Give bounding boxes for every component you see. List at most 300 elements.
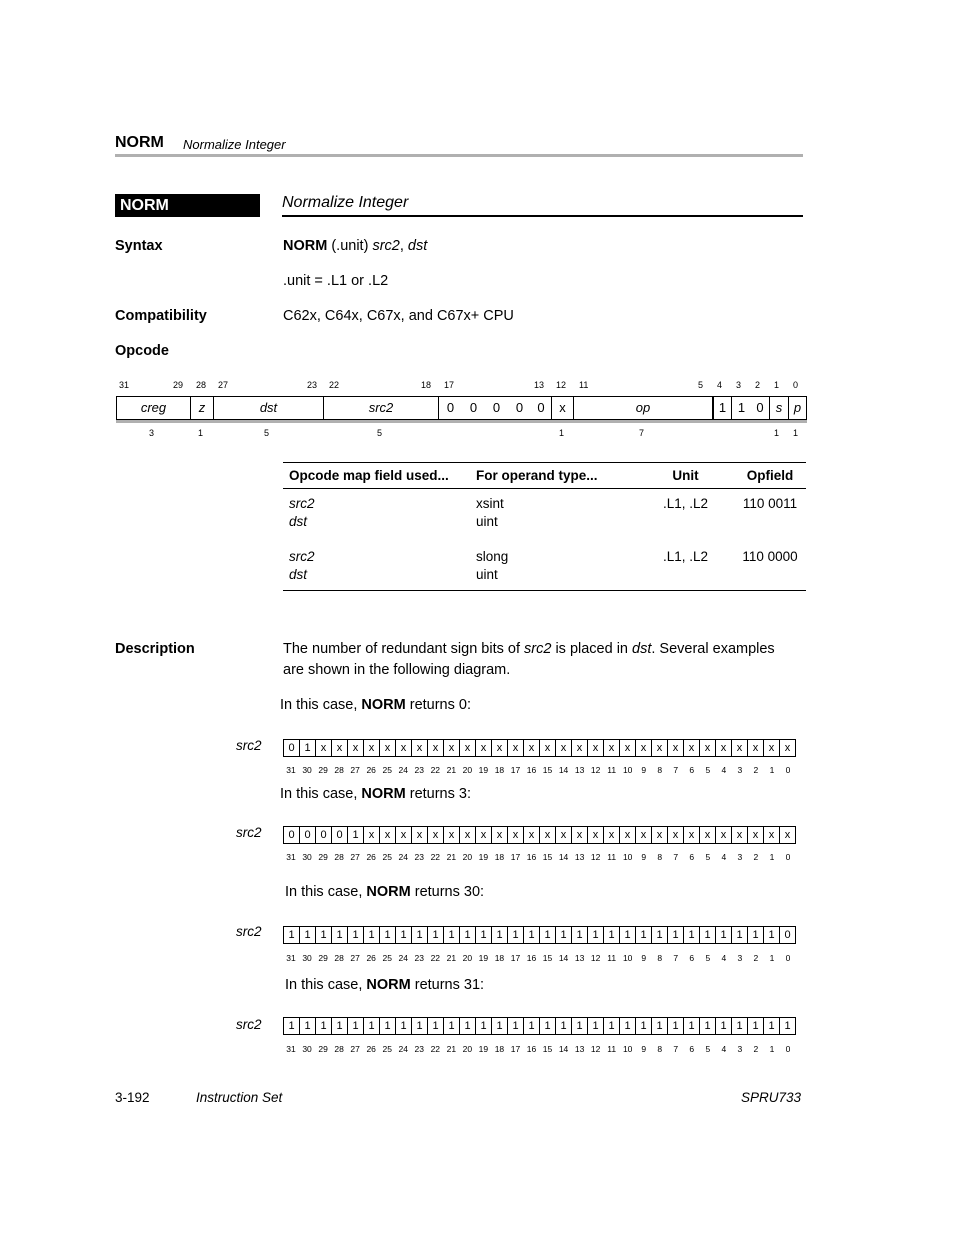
bit-cell: 1: [668, 927, 684, 943]
bitpos: 12: [556, 380, 567, 390]
bit-index: 23: [414, 852, 424, 862]
bit-cell: 0: [784, 929, 791, 941]
bit-cell: 1: [428, 1018, 444, 1034]
example-caption: [285, 977, 484, 993]
section-heading: Normalize Integer: [282, 194, 409, 211]
opcode-label: Opcode: [115, 343, 169, 359]
register-label: src2: [236, 1017, 262, 1032]
bitpos: 1: [774, 380, 780, 390]
bit-cell: 1: [492, 927, 508, 943]
field-width: 1: [198, 428, 204, 438]
footer-title: Instruction Set: [196, 1090, 283, 1105]
bit-index: 29: [318, 765, 328, 775]
bitpos: 27: [218, 380, 229, 390]
bit-cell: x: [524, 827, 540, 843]
bitpos: 29: [173, 380, 184, 390]
bit-index: 16: [526, 953, 537, 963]
bit-index: 24: [398, 1044, 408, 1054]
bit-index: 25: [382, 1044, 392, 1054]
bit-index: 3: [737, 765, 743, 775]
bit-index: 30: [302, 953, 312, 963]
bit-index: 17: [510, 1044, 521, 1054]
bit-index: 6: [689, 852, 695, 862]
bit-index: 7: [673, 953, 679, 963]
desc-text: The number of redundant sign bits of: [283, 641, 525, 657]
bit-index: 21: [446, 1044, 457, 1054]
bit-index: 28: [334, 1044, 344, 1054]
bit-index: 13: [574, 953, 585, 963]
running-header-subtitle: Normalize Integer: [183, 137, 286, 152]
desc-text: are shown in the following diagram.: [283, 662, 511, 678]
bit-cell: x: [396, 827, 412, 843]
syntax-line: [283, 236, 427, 257]
bit-cell: 1: [460, 927, 476, 943]
bitpos: 11: [579, 380, 589, 390]
section-heading-rule: [282, 215, 803, 217]
table-cell: [283, 489, 470, 537]
bitpos: 23: [307, 380, 318, 390]
bit-cell: 1: [684, 1018, 700, 1034]
opcode-field-diagram: [116, 396, 807, 420]
field-bit: 0: [469, 400, 478, 415]
bit-index: 23: [414, 765, 424, 775]
caption-text: returns 31:: [410, 977, 485, 993]
bitpos: 4: [717, 380, 723, 390]
bit-cell: x: [556, 740, 572, 756]
bit-cell: x: [700, 740, 716, 756]
bit-index-row: [283, 852, 796, 862]
caption-keyword: NORM: [361, 786, 406, 802]
example-caption: [280, 697, 471, 713]
bit-cell: 1: [492, 1018, 508, 1034]
bit-index: 4: [721, 852, 727, 862]
bit-cell: 1: [636, 1018, 652, 1034]
caption-keyword: NORM: [366, 884, 411, 900]
bit-cell: x: [652, 827, 668, 843]
bit-index: 12: [590, 1044, 601, 1054]
bit-index: 31: [286, 765, 296, 775]
bit-index: 6: [689, 1044, 695, 1054]
field-width: 7: [639, 428, 645, 438]
register-label: src2: [236, 825, 262, 840]
bit-cell: x: [316, 740, 332, 756]
bit-index: 28: [334, 953, 344, 963]
bit-cell: 1: [364, 927, 380, 943]
bit-cell: 0: [300, 827, 316, 843]
bit-index: 5: [705, 852, 711, 862]
bit-cell: x: [332, 740, 348, 756]
bit-cell: x: [540, 827, 556, 843]
table-header-row: [283, 463, 806, 489]
bit-cell: 0: [284, 740, 300, 756]
bit-cell: 0: [332, 827, 348, 843]
syntax-label: Syntax: [115, 238, 163, 254]
table-cell: 110 0011: [742, 496, 798, 511]
bit-cell: x: [508, 740, 524, 756]
field-width: 1: [559, 428, 565, 438]
bit-index: 5: [705, 953, 711, 963]
bit-index: 19: [478, 953, 489, 963]
bit-cell: 1: [284, 1018, 300, 1034]
opcode-underline: [116, 420, 807, 423]
bit-index: 2: [753, 852, 759, 862]
syntax-separator: ,: [399, 238, 408, 254]
bit-index: 27: [350, 953, 360, 963]
bit-cell: x: [684, 740, 700, 756]
unit-line: .unit = .L1 or .L2: [283, 273, 389, 289]
bit-index: 27: [350, 765, 360, 775]
bit-index: 0: [785, 953, 791, 963]
bit-cell: 1: [556, 1018, 572, 1034]
field-z: z: [191, 397, 214, 419]
cell-field: src2: [289, 549, 315, 564]
bit-cell: x: [764, 827, 780, 843]
bit-index: 1: [769, 765, 775, 775]
bit-diagram: [283, 1017, 796, 1035]
bit-index: 15: [542, 852, 553, 862]
bit-cell: x: [784, 829, 791, 841]
bit-index: 22: [430, 1044, 441, 1054]
example-caption: [280, 786, 471, 802]
bit-index: 21: [446, 852, 457, 862]
bit-cell: 1: [316, 927, 332, 943]
bit-cell: x: [492, 740, 508, 756]
bit-cell: 1: [620, 1018, 636, 1034]
bit-cell: x: [716, 740, 732, 756]
bit-cell: x: [524, 740, 540, 756]
desc-text: . Several examples: [651, 641, 775, 657]
opcode-bit-positions: [0, 380, 954, 394]
bit-index-row: [283, 765, 796, 775]
bit-cell: x: [716, 827, 732, 843]
bit-index: 8: [657, 1044, 663, 1054]
bit-cell: x: [784, 742, 791, 754]
bit-index: 13: [574, 765, 585, 775]
bit-cell: x: [604, 740, 620, 756]
bit-cell: x: [364, 740, 380, 756]
bit-cell: 1: [716, 927, 732, 943]
cell-type: xsint: [476, 496, 504, 511]
bit-index: 4: [721, 1044, 727, 1054]
bit-index: 24: [398, 765, 408, 775]
bit-cell: x: [764, 740, 780, 756]
bit-index: 10: [622, 765, 633, 775]
bit-index: 17: [510, 765, 521, 775]
bit-index: 2: [753, 765, 759, 775]
bit-index: 11: [607, 765, 617, 775]
bit-index: 7: [673, 1044, 679, 1054]
bit-index: 12: [590, 765, 601, 775]
bit-index: 10: [622, 953, 633, 963]
bit-cell: x: [572, 827, 588, 843]
bit-cell: 1: [348, 827, 364, 843]
bit-index: 10: [622, 852, 633, 862]
table-row: [283, 489, 806, 537]
bit-cell: 1: [784, 1020, 791, 1032]
field-bit: 0: [446, 400, 455, 415]
bit-cell: 1: [332, 927, 348, 943]
bit-cell: 1: [348, 1018, 364, 1034]
bit-cell: x: [412, 827, 428, 843]
bit-cell: 1: [588, 1018, 604, 1034]
bit-index: 12: [590, 953, 601, 963]
bit-cell: x: [748, 827, 764, 843]
bit-index: 5: [705, 1044, 711, 1054]
bit-index: 29: [318, 852, 328, 862]
bit-index-row: [283, 953, 796, 963]
bit-index: 17: [510, 953, 521, 963]
bit-cell: 1: [540, 927, 556, 943]
bit-cell: 1: [396, 1018, 412, 1034]
bit-index: 16: [526, 765, 537, 775]
bit-index: 5: [705, 765, 711, 775]
bit-index: 14: [558, 852, 569, 862]
bit-index: 4: [721, 953, 727, 963]
table-header: Opcode map field used...: [283, 463, 470, 489]
bit-index: 31: [286, 953, 296, 963]
bitpos: 5: [698, 380, 704, 390]
bit-index: 22: [430, 852, 441, 862]
bit-index: 2: [753, 1044, 759, 1054]
bit-index: 17: [510, 852, 521, 862]
bit-index: 8: [657, 765, 663, 775]
bit-index: 20: [462, 852, 473, 862]
bit-cell: x: [572, 740, 588, 756]
bit-cell: x: [428, 827, 444, 843]
syntax-operand-src2: src2: [372, 238, 400, 254]
bit-cell: 1: [444, 1018, 460, 1034]
bit-index: 13: [574, 852, 585, 862]
bit-cell: x: [396, 740, 412, 756]
desc-dst: dst: [632, 641, 652, 657]
bit-cell: x: [636, 827, 652, 843]
bit-index: 11: [607, 852, 617, 862]
bit-index: 8: [657, 852, 663, 862]
bit-cell: 1: [748, 927, 764, 943]
bit-cell: x: [444, 827, 460, 843]
bit-cell: 1: [604, 927, 620, 943]
bit-cell: x: [556, 827, 572, 843]
caption-text: returns 3:: [405, 786, 471, 802]
field-dst: dst: [214, 397, 324, 419]
bit-cell: 0: [284, 827, 300, 843]
field-width: 3: [149, 428, 155, 438]
bit-cell: 1: [428, 927, 444, 943]
compatibility-label: Compatibility: [115, 308, 207, 324]
field-p: p: [793, 400, 802, 415]
bit-cell: x: [492, 827, 508, 843]
bit-cell: x: [364, 827, 380, 843]
opcode-field-widths: [0, 428, 954, 442]
bit-cell: x: [380, 740, 396, 756]
bit-cell: 1: [732, 1018, 748, 1034]
bit-cell: x: [428, 740, 444, 756]
bit-index: 30: [302, 1044, 312, 1054]
bit-cell: 1: [300, 740, 316, 756]
caption-text: In this case,: [285, 884, 367, 900]
compatibility-value: C62x, C64x, C67x, and C67x+ CPU: [283, 308, 514, 324]
bitpos: 0: [793, 380, 799, 390]
bit-index: 14: [558, 765, 569, 775]
bit-cell: 1: [316, 1018, 332, 1034]
bit-index: 18: [494, 953, 505, 963]
bit-index: 21: [446, 765, 457, 775]
bit-cell: 1: [652, 1018, 668, 1034]
bit-cell: x: [748, 740, 764, 756]
bit-cell: 1: [284, 927, 300, 943]
example-caption: [285, 884, 484, 900]
bit-cell: 1: [412, 927, 428, 943]
bit-cell: 1: [364, 1018, 380, 1034]
bit-index: 3: [737, 852, 743, 862]
bit-index: 16: [526, 852, 537, 862]
field-bit: 0: [751, 397, 770, 419]
bit-index: 31: [286, 1044, 296, 1054]
bit-cell: 1: [300, 1018, 316, 1034]
table-header: For operand type...: [470, 463, 637, 489]
bit-cell: x: [460, 827, 476, 843]
desc-text: is placed in: [551, 641, 633, 657]
field-bit: 0: [515, 400, 524, 415]
bit-index: 15: [542, 1044, 553, 1054]
bit-index: 7: [673, 765, 679, 775]
bit-cell: x: [620, 740, 636, 756]
bit-cell: x: [668, 740, 684, 756]
bit-index: 1: [769, 852, 775, 862]
bit-cell: 1: [572, 1018, 588, 1034]
bit-index: 9: [641, 765, 647, 775]
bit-index: 22: [430, 953, 441, 963]
cell-type: uint: [476, 567, 498, 582]
bit-index: 0: [785, 852, 791, 862]
table-cell: [470, 536, 637, 591]
register-label: src2: [236, 738, 262, 753]
field-width: 5: [264, 428, 270, 438]
bit-index: 2: [753, 953, 759, 963]
bit-cell: 1: [572, 927, 588, 943]
bit-cell: 0: [316, 827, 332, 843]
bit-index: 3: [737, 1044, 743, 1054]
table-cell: .L1, .L2: [662, 496, 709, 511]
bit-index: 20: [462, 1044, 473, 1054]
bit-cell: 1: [716, 1018, 732, 1034]
bit-index: 26: [366, 953, 376, 963]
cell-field: dst: [289, 514, 308, 529]
bit-index: 9: [641, 953, 647, 963]
field-width: 1: [793, 428, 799, 438]
bit-cell: 1: [508, 1018, 524, 1034]
bit-cell: 1: [764, 1018, 780, 1034]
bit-cell: 1: [476, 1018, 492, 1034]
bit-cell: x: [636, 740, 652, 756]
table-cell: .L1, .L2: [637, 536, 734, 591]
field-bit: 0: [531, 397, 552, 419]
bit-cell: 1: [588, 927, 604, 943]
running-header-title: NORM: [115, 134, 164, 151]
bit-cell: 1: [684, 927, 700, 943]
bitpos: 22: [329, 380, 340, 390]
caption-text: returns 30:: [410, 884, 485, 900]
header-rule: [115, 154, 803, 157]
description-text: [283, 639, 813, 681]
bit-cell: x: [732, 827, 748, 843]
table-cell: 110 0000: [734, 536, 806, 591]
bit-index: 18: [494, 765, 505, 775]
opcode-map-table: [283, 462, 806, 591]
bit-index: 6: [689, 765, 695, 775]
syntax-unit: (.unit): [327, 238, 373, 254]
bitpos: 13: [534, 380, 545, 390]
bit-index: 25: [382, 953, 392, 963]
bit-cell: 1: [476, 927, 492, 943]
bit-cell: 1: [556, 927, 572, 943]
bit-index: 13: [574, 1044, 585, 1054]
bit-index: 11: [607, 1044, 617, 1054]
bit-cell: 1: [652, 927, 668, 943]
field-x: x: [552, 397, 574, 419]
bit-index: 0: [785, 765, 791, 775]
field-bit: 0: [492, 400, 501, 415]
bit-cell: x: [588, 827, 604, 843]
table-row: [283, 536, 806, 591]
cell-field: dst: [289, 567, 308, 582]
register-label: src2: [236, 924, 262, 939]
bit-index: 3: [737, 953, 743, 963]
caption-text: returns 0:: [405, 697, 471, 713]
bit-cell: x: [476, 740, 492, 756]
bit-cell: x: [604, 827, 620, 843]
bit-index: 0: [785, 1044, 791, 1054]
caption-text: In this case,: [280, 697, 362, 713]
bit-index: 30: [302, 852, 312, 862]
bit-cell: x: [668, 827, 684, 843]
field-bit: 1: [713, 397, 732, 419]
bit-cell: x: [700, 827, 716, 843]
bit-cell: 1: [508, 927, 524, 943]
bit-index: 15: [542, 765, 553, 775]
bit-cell: 1: [444, 927, 460, 943]
bit-diagram: [283, 826, 796, 844]
bit-cell: 1: [396, 927, 412, 943]
cell-type: uint: [476, 514, 498, 529]
footer-doc-id: SPRU733: [741, 1090, 802, 1105]
bit-index: 18: [494, 1044, 505, 1054]
bit-cell: 1: [748, 1018, 764, 1034]
bit-index: 1: [769, 953, 775, 963]
caption-keyword: NORM: [361, 697, 406, 713]
bitpos: 3: [736, 380, 742, 390]
bitpos: 2: [755, 380, 761, 390]
section-tab: NORM: [115, 194, 260, 217]
bit-index: 15: [542, 953, 553, 963]
bit-index-row: [283, 1044, 796, 1054]
bit-cell: 1: [700, 927, 716, 943]
bit-index: 10: [622, 1044, 633, 1054]
bit-index: 26: [366, 765, 376, 775]
caption-keyword: NORM: [366, 977, 411, 993]
bit-cell: x: [460, 740, 476, 756]
bit-cell: 1: [380, 1018, 396, 1034]
bit-cell: x: [348, 740, 364, 756]
bit-index: 19: [478, 765, 489, 775]
bit-index: 12: [590, 852, 601, 862]
table-header: Unit: [637, 463, 734, 489]
footer-page-number: 3-192: [115, 1090, 150, 1105]
bit-index: 30: [302, 765, 312, 775]
bit-index: 20: [462, 765, 473, 775]
table-header: Opfield: [734, 463, 806, 489]
bit-index: 27: [350, 1044, 360, 1054]
